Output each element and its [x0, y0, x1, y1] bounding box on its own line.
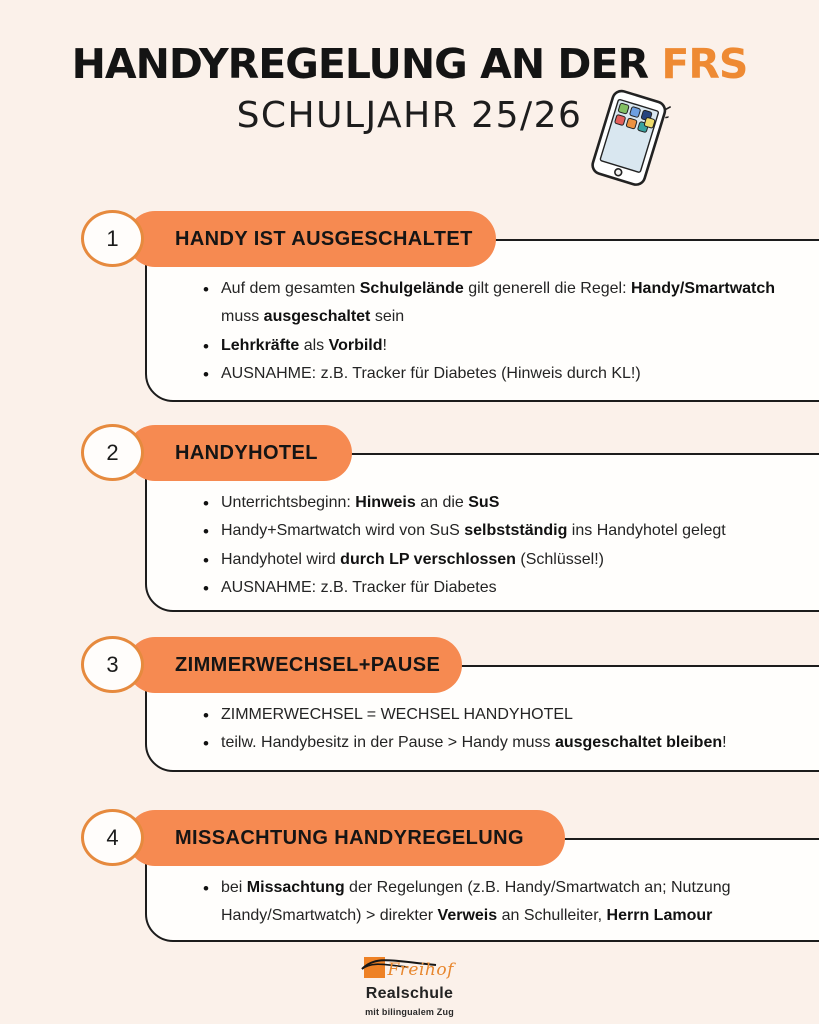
logo-script-text: Freihof — [387, 960, 454, 980]
header — [0, 42, 819, 136]
section-3-number: 3 — [106, 651, 119, 677]
bullet-item: • AUSNAHME: z.B. Tracker für Diabetes (Hinweis durch KL!) — [202, 360, 811, 388]
bullet-item: • AUSNAHME: z.B. Tracker für Diabetes — [202, 574, 811, 602]
section-2-number-badge — [81, 424, 144, 481]
page-title-main: HANDYREGELUNG AN DER — [71, 40, 662, 88]
section-3-number-badge — [81, 636, 144, 693]
section-1-number-badge — [81, 210, 144, 267]
bullet-item: • bei Missachtung der Regelungen (z.B. Handy/Smartwatch an; Nutzung Handy/Smartwatch) > direkter Verweis an Schulleiter, Herrn Lamour — [202, 874, 811, 931]
page-title — [0, 42, 819, 87]
section-3-header — [127, 637, 462, 693]
bullet-item: • teilw. Handybesitz in der Pause > Handy muss ausgeschaltet bleiben! — [202, 729, 811, 757]
bullet-item: • Unterrichtsbeginn: Hinweis an die SuS — [202, 489, 811, 517]
section-4-number: 4 — [106, 824, 119, 850]
section-1-number: 1 — [106, 225, 119, 251]
logo-school-name: Realschule — [365, 985, 454, 1002]
bullet-item: • Lehrkräfte als Vorbild! — [202, 332, 811, 360]
section-2-title: HANDYHOTEL — [175, 441, 318, 464]
section-4-header — [127, 810, 565, 866]
logo-school-subtitle: mit bilingualem Zug — [365, 1007, 454, 1017]
section-1-title: HANDY IST AUSGESCHALTET — [175, 227, 473, 250]
school-logo — [0, 954, 819, 1017]
section-4-title: MISSACHTUNG HANDYREGELUNG — [175, 826, 524, 849]
section-2-header — [127, 425, 352, 481]
bullet-item: • Handyhotel wird durch LP verschlossen (Schlüssel!) — [202, 546, 811, 574]
bullet-item: • Handy+Smartwatch wird von SuS selbstständig ins Handyhotel gelegt — [202, 517, 811, 545]
page-subtitle: SCHULJAHR 25/26 — [236, 95, 583, 137]
bullet-item: • Auf dem gesamten Schulgelände gilt generell die Regel: Handy/Smartwatch muss ausgeschaltet sein — [202, 275, 811, 332]
section-4-number-badge — [81, 809, 144, 866]
section-3-title: ZIMMERWECHSEL+PAUSE — [175, 653, 441, 676]
section-1-header — [127, 211, 496, 267]
school-logo-mark — [350, 954, 470, 984]
page-title-accent: FRS — [661, 40, 748, 88]
section-2-number: 2 — [106, 439, 119, 465]
bullet-item: • ZIMMERWECHSEL = WECHSEL HANDYHOTEL — [202, 701, 811, 729]
